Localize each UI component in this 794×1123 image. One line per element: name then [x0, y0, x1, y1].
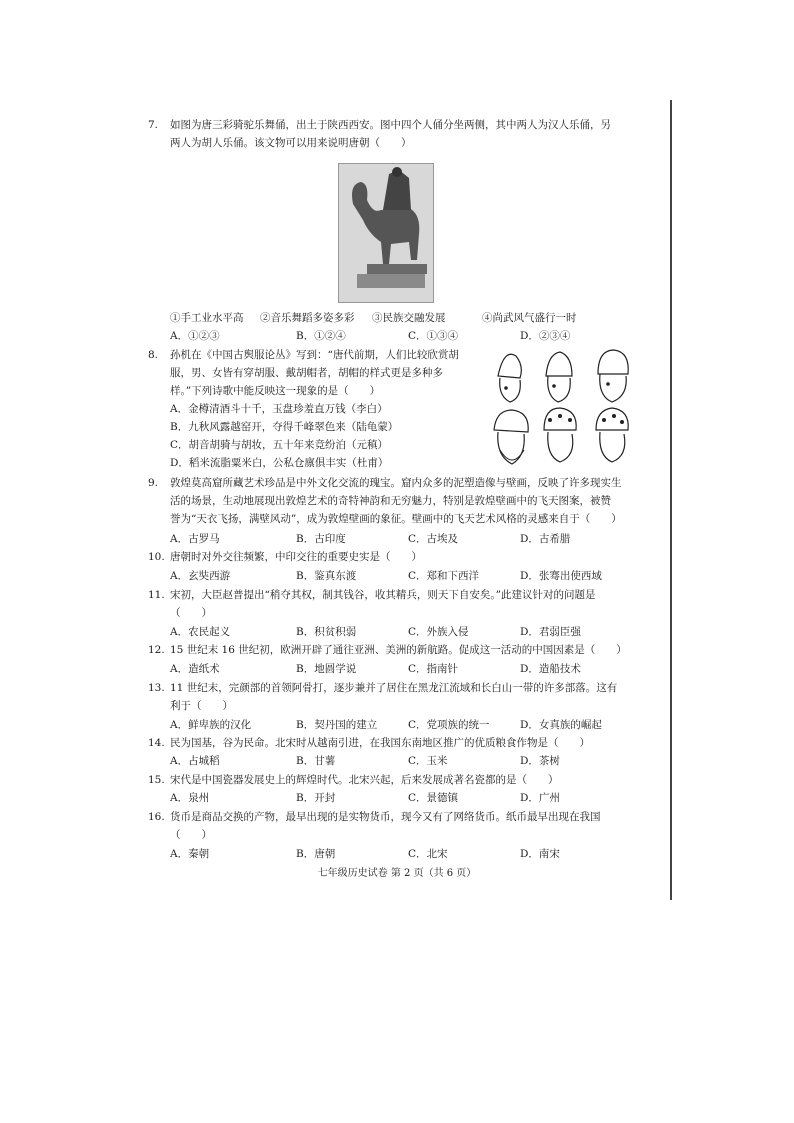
question-11-options: A．农民起义 B．积贫积弱 C．外族入侵 D．君弱臣强 — [170, 626, 581, 638]
head-5 — [544, 408, 576, 462]
head-1 — [498, 354, 521, 402]
question-16: 16. 货币是商品交换的产物，最早出现的是实物货币，现今又有了网络货币。纸币最早出现在我国 — [148, 811, 601, 823]
question-7: 7. 如图为唐三彩骑驼乐舞俑，出土于陕西西安。图中四个人俑分坐两侧，其中两人为汉人乐俑，另 — [148, 119, 611, 131]
question-16-options: A．秦朝 B．唐朝 C．北宋 D．南宋 — [170, 848, 560, 860]
question-15: 15. 宋代是中国瓷器发展史上的辉煌时代。北宋兴起，后来发展成著名瓷都的是（ ） — [148, 774, 559, 786]
question-9-line-2: 活的场景，生动地展现出敦煌艺术的奇特神韵和无穷魅力，特别是敦煌壁画中的飞天图案，被赞 — [170, 495, 611, 507]
question-8: 8. 孙机在《中国古舆服论丛》写到：“唐代前期，人们比较欣赏胡 — [148, 349, 459, 361]
question-12-options: A．造纸术 B．地圆学说 C．指南针 D．造船技术 — [170, 663, 581, 675]
hu-hat-heads-illustration — [490, 346, 640, 474]
question-8-option-c: C．胡音胡骑与胡妆，五十年来竞纷泊（元稹） — [170, 439, 389, 451]
question-8-line-2: 服，男、女皆有穿胡服、戴胡帽者，胡帽的样式更是多种多 — [170, 367, 443, 379]
question-8-option-b: B．九秋风露越窑开，夺得千峰翠色来（陆龟蒙） — [170, 421, 399, 433]
question-9-options: A．古罗马 B．古印度 C．古埃及 D．古希腊 — [170, 533, 571, 545]
head-2 — [546, 352, 572, 402]
head-3 — [598, 350, 628, 402]
head-6 — [596, 408, 628, 462]
question-8-option-d: D．稻米流脂粟米白，公私仓廪俱丰实（杜甫） — [170, 457, 389, 469]
question-8-line-3: 样。”下列诗歌中能反映这一现象的是（ ） — [170, 385, 381, 397]
question-14: 14. 民为国基，谷为民命。北宋时从越南引进，在我国东南地区推广的优质粮食作物是（ ） — [148, 737, 590, 749]
page-footer: 七年级历史试卷 第 2 页（共 6 页） — [317, 868, 477, 879]
question-9-line-3: 誉为“天衣飞扬，满壁风动”，成为敦煌壁画的象征。壁画中的飞天艺术风格的灵感来自于（ ） — [170, 513, 622, 525]
question-13: 13. 11 世纪末，完颜部的首领阿骨打，逐步兼并了居住在黑龙江流域和长白山一带的许多部落。这有 — [148, 682, 618, 694]
question-14-options: A．占城稻 B．甘薯 C．玉米 D．茶树 — [170, 755, 560, 767]
question-9: 9. 敦煌莫高窟所藏艺术珍品是中外文化交流的瑰宝。窟内众多的泥塑造像与壁画，反映了许多现实生 — [148, 477, 622, 489]
head-4 — [494, 410, 528, 464]
question-7-line-2: 两人为胡人乐俑。该文物可以用来说明唐朝（ ） — [170, 137, 412, 149]
question-8-option-a: A．金樽清酒斗十千，玉盘珍羞直万钱（李白） — [170, 403, 388, 415]
question-12: 12. 15 世纪末 16 世纪初，欧洲开辟了通往亚洲、美洲的新航路。促成这一活动的中国因素是（ ） — [148, 644, 627, 656]
question-16-line-2: （ ） — [170, 829, 212, 841]
question-7-statements: ①手工业水平高 ②音乐舞蹈多姿多彩 ③民族交融发展 ④尚武风气盛行一时 — [170, 312, 577, 324]
question-15-options: A．泉州 B．开封 C．景德镇 D．广州 — [170, 792, 560, 804]
question-7-options: A．①②③ B．①②④ C．①③④ D．②③④ — [170, 330, 571, 342]
question-13-options: A．鲜卑族的汉化 B．契丹国的建立 C．党项族的统一 D．女真族的崛起 — [170, 719, 602, 731]
question-11-line-2: （ ） — [170, 607, 212, 619]
question-10-options: A．玄奘西游 B．鉴真东渡 C．郑和下西洋 D．张骞出使西域 — [170, 570, 602, 582]
question-13-line-2: 利于（ ） — [170, 700, 233, 712]
page-edge-line — [670, 100, 672, 900]
question-11: 11. 宋初，大臣赵普提出“稍夺其权，制其钱谷，收其精兵，则天下自安矣。”此建议针对的问题是 — [148, 589, 596, 601]
tang-sancai-camel-figurine-image — [338, 163, 434, 303]
question-10: 10. 唐朝时对外交往频繁，中印交往的重要史实是（ ） — [148, 551, 422, 563]
